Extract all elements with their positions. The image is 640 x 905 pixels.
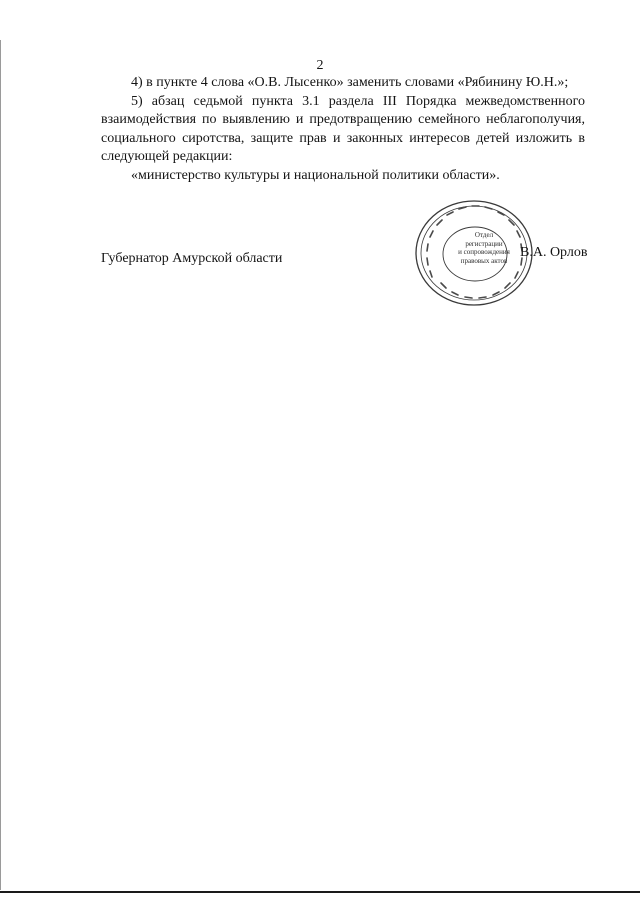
signatory-name: В.А. Орлов (520, 245, 588, 260)
page-number: 2 (316, 58, 324, 73)
seal-inner-text: Отдел регистрации и сопровождения правовых актов (458, 231, 510, 265)
paragraph-item-4: 4) в пункте 4 слова «О.В. Лысенко» заменить словами «Рябинину Ю.Н.»; (131, 75, 569, 90)
scan-edge-line (0, 40, 1, 890)
signatory-title: Губернатор Амурской области (101, 251, 283, 266)
scan-bottom-border (0, 891, 640, 893)
document-body (101, 74, 585, 185)
paragraph-quote: «министерство культуры и национальной политики области». (131, 167, 500, 183)
paragraph-item-5: 5) абзац седьмой пункта 3.1 раздела III Порядка межведомственного взаимодействия по выявлению и предотвращению семейного неблагополучия, социального сиротства, защите прав и законных интересов детей изложить в (101, 93, 585, 146)
paragraph-item-5-end: следующей редакции: (101, 149, 233, 164)
